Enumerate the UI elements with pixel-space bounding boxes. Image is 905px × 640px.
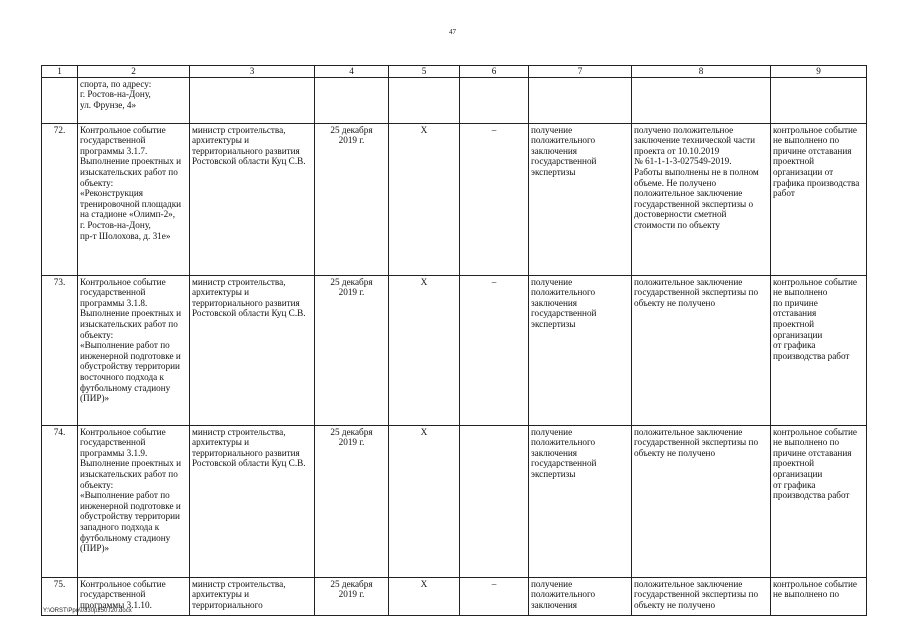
header-cell: 9 (771, 66, 867, 78)
header-cell: 3 (190, 66, 315, 78)
cell-actual: получено положительное заключение технической части проекта от 10.10.2019 № 61-1-1-3-027549-2019. Работы выполнены не в полном объеме. Не получено положительное заключение государственной экспертизы о достоверности сметной стоимости по объекту (632, 123, 771, 275)
cell-date: 25 декабря 2019 г. (315, 123, 389, 275)
cell-responsible: министр строительства, архитектуры и территориального развития Ростовской области Куц С.В. (190, 123, 315, 275)
cell-reason: контрольное событие не выполнено по причине отставания проектной организации от графика производства работ (771, 123, 867, 275)
cell-date (315, 77, 389, 123)
table-row (42, 577, 867, 615)
header-cell: 2 (78, 66, 190, 78)
page-number: 47 (449, 28, 456, 36)
cell-number: 74. (42, 425, 78, 577)
cell-planned: получение положительного заключения государственной экспертизы (529, 123, 632, 275)
cell-date: 25 декабря 2019 г. (315, 275, 389, 425)
cell-event: Контрольное событие государственной программы 3.1.8. Выполнение проектных и изыскательских работ по объекту: «Выполнение работ по инженерной подготовке и обустройству территории восточного подхода к футбольному стадиону (ПИР)» (78, 275, 190, 425)
table-row (42, 123, 867, 275)
cell-event: Контрольное событие государственной программы 3.1.9. Выполнение проектных и изыскательских работ по объекту: «Выполнение работ по инженерной подготовке и обустройству территории западного подхода к футбольному стадиону (ПИР)» (78, 425, 190, 577)
cell-actual: положительное заключение государственной экспертизы по объекту не получено (632, 577, 771, 615)
cell-responsible: министр строительства, архитектуры и территориального развития Ростовской области Куц С.В. (190, 275, 315, 425)
cell-planned: получение положительного заключения государственной экспертизы (529, 275, 632, 425)
cell-reason: контрольное событие не выполнено по причине отставания проектной организации от графика производства работ (771, 425, 867, 577)
cell-actual: положительное заключение государственной экспертизы по объекту не получено (632, 275, 771, 425)
cell-event: Контрольное событие государственной программы 3.1.10. (78, 577, 190, 615)
cell-reason: контрольное событие не выполнено по (771, 577, 867, 615)
cell-event: Контрольное событие государственной программы 3.1.7. Выполнение проектных и изыскательских работ по объекту: «Реконструкция тренировочной площадки на стадионе «Олимп-2», г. Ростов-на-Дону, пр-т Шолохова, д. 31е» (78, 123, 190, 275)
cell-col5: X (389, 123, 460, 275)
report-table (41, 65, 867, 616)
header-row (42, 66, 867, 78)
header-cell: 6 (460, 66, 529, 78)
cell-col5 (389, 77, 460, 123)
cell-date: 25 декабря 2019 г. (315, 425, 389, 577)
cell-col6 (460, 77, 529, 123)
cell-responsible: министр строительства, архитектуры и территориального (190, 577, 315, 615)
header-cell: 5 (389, 66, 460, 78)
cell-reason (771, 77, 867, 123)
cell-number: 72. (42, 123, 78, 275)
header-cell: 7 (529, 66, 632, 78)
table-row (42, 275, 867, 425)
cell-number (42, 77, 78, 123)
cell-number: 73. (42, 275, 78, 425)
table-row (42, 425, 867, 577)
cell-actual (632, 77, 771, 123)
cell-responsible: министр строительства, архитектуры и территориального развития Ростовской области Куц С.В. (190, 425, 315, 577)
cell-responsible (190, 77, 315, 123)
cell-col6: – (460, 275, 529, 425)
cell-col5: X (389, 577, 460, 615)
cell-event: спорта, по адресу: г. Ростов-на-Дону, ул. Фрунзе, 4» (78, 77, 190, 123)
table-row-continued (42, 77, 867, 123)
cell-col5: X (389, 275, 460, 425)
cell-col6 (460, 425, 529, 577)
cell-reason: контрольное событие не выполнено по причине отставания проектной организации от графика производства работ (771, 275, 867, 425)
file-path-footer: Y:\ORST\Ppo\0330p250.f20.docx (43, 608, 132, 614)
header-cell: 4 (315, 66, 389, 78)
header-cell: 8 (632, 66, 771, 78)
cell-number: 75. (42, 577, 78, 615)
header-cell: 1 (42, 66, 78, 78)
cell-planned (529, 77, 632, 123)
cell-actual: положительное заключение государственной экспертизы по объекту не получено (632, 425, 771, 577)
cell-col6: – (460, 577, 529, 615)
cell-planned: получение положительного заключения государственной экспертизы (529, 425, 632, 577)
cell-col5: X (389, 425, 460, 577)
cell-col6: – (460, 123, 529, 275)
cell-planned: получение положительного заключения (529, 577, 632, 615)
cell-date: 25 декабря 2019 г. (315, 577, 389, 615)
